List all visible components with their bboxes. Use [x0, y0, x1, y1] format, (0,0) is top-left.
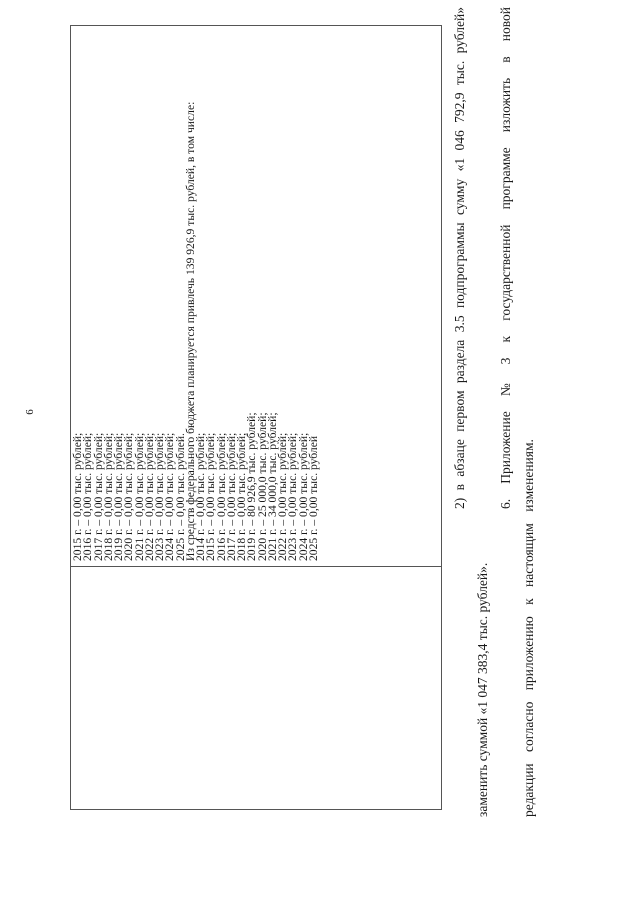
paragraph-2-closing-quote: [448, 0, 471, 308]
page-number: 6: [24, 409, 36, 415]
table-line: 2020 г. – 25 000,0 тыс. рублей;: [255, 412, 269, 561]
table-line: 2015 г. – 0,00 тыс. рублей;: [71, 432, 84, 561]
paragraph-2: [448, 7, 494, 817]
table-line: 2021 г. – 0,00 тыс. рублей;: [132, 432, 146, 561]
table-line: 2018 г. – 0,00 тыс. рублей;: [235, 432, 248, 561]
table-line: 2014 г. – 0,00 тыс. рублей;: [194, 432, 207, 561]
table-line: 2017 г. – 0,00 тыс. рублей;: [91, 432, 105, 561]
table-line: 2023 г. – 0,00 тыс. рублей;: [153, 432, 166, 561]
table-line: 2025 г. – 0,00 тыс. рублей.: [173, 433, 187, 561]
table-line: 2024 г. – 0,00 тыс. рублей;: [163, 432, 177, 561]
table-line: 2022 г. – 0,00 тыс. рублей;: [276, 432, 289, 561]
funding-table: [70, 25, 442, 810]
table-line: 2016 г. – 0,00 тыс. рублей;: [214, 432, 228, 561]
table-line: 2025 г. – 0,00 тыс. рублей: [306, 435, 320, 561]
table-line: 2021 г. – 34 000,0 тыс. рублей;: [265, 412, 279, 561]
table-right-column: [71, 26, 441, 566]
body-text: [448, 7, 540, 817]
rotated-page: [8, 7, 628, 892]
table-line: 2019 г. – 80 926,9 тыс. рублей;: [245, 412, 259, 561]
table-line: 2024 г. – 0,00 тыс. рублей;: [296, 432, 310, 561]
paragraph-6: 6. Приложение № 3 к государственной программе изложить в новой редакции согласно приложению к настоящим изменениям.: [498, 7, 536, 817]
table-line: 2017 г. – 0,00 тыс. рублей;: [224, 432, 238, 561]
table-line: 2023 г. – 0,00 тыс. рублей;: [286, 432, 300, 561]
table-line: 2015 г. – 0,00 тыс. рублей;: [204, 432, 218, 561]
table-line: 2022 г. – 0,00 тыс. рублей;: [142, 432, 156, 561]
table-left-column: [71, 566, 441, 809]
table-line-federal-heading: Из средств федерального бюджета планируется привлечь 139 926,9 тыс. рублей, в том числе:: [183, 101, 197, 561]
table-line: 2019 г. – 0,00 тыс. рублей;: [112, 432, 125, 561]
paragraph-2-text: 2) в абзаце первом раздела 3.5 подпрограммы сумму «1 046 792,9 тыс. рублей» заменить суммой «1 047 383,4 тыс. рублей».: [452, 7, 490, 817]
table-line: 2018 г. – 0,00 тыс. рублей;: [101, 432, 115, 561]
table-line: 2020 г. – 0,00 тыс. рублей;: [122, 432, 136, 561]
table-line: 2016 г. – 0,00 тыс. рублей;: [81, 432, 95, 561]
